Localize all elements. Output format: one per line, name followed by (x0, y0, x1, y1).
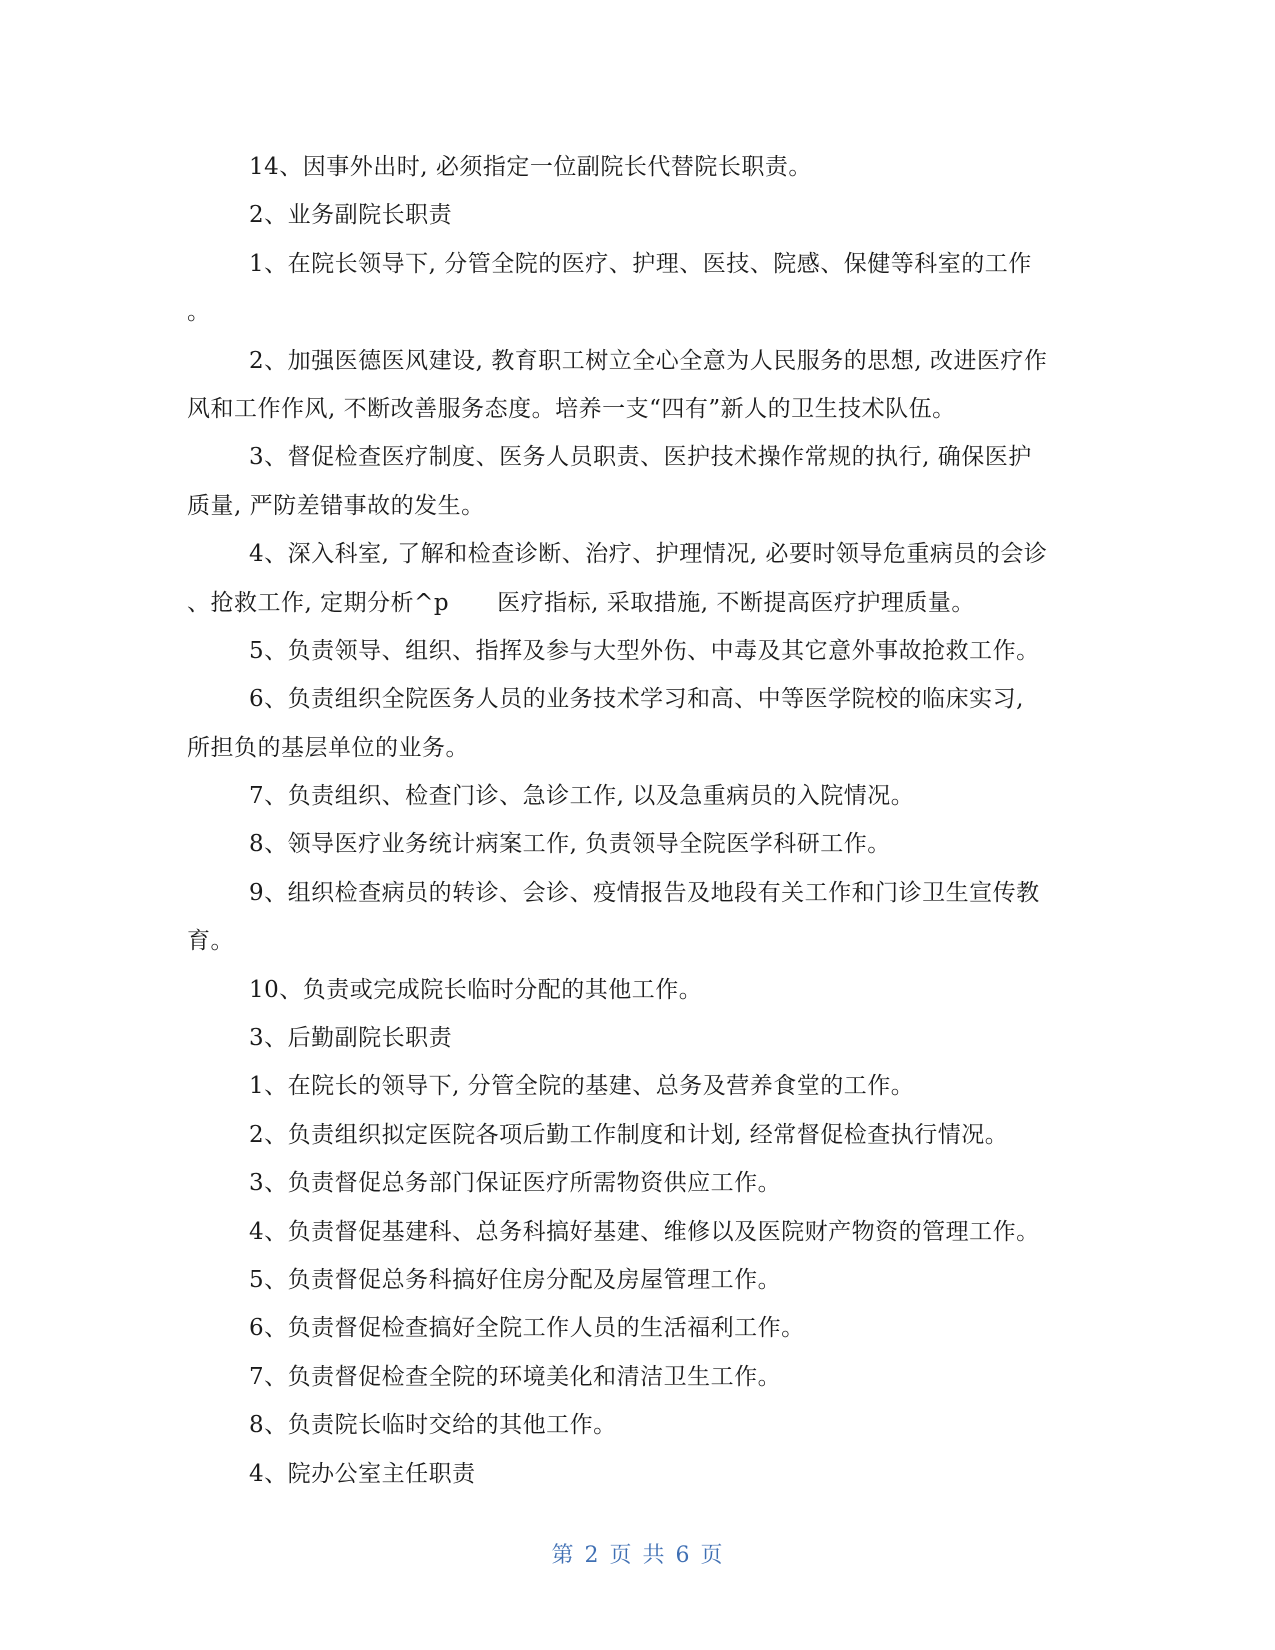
page-footer (0, 1538, 1275, 1569)
paragraph-line: 3、负责督促总务部门保证医疗所需物资供应工作。 (249, 1170, 782, 1197)
section-heading: 3、后勤副院长职责 (249, 1025, 453, 1052)
total-page-count: 6 (675, 1543, 691, 1568)
paragraph-line: 6、负责督促检查搞好全院工作人员的生活福利工作。 (249, 1315, 805, 1342)
document-body (187, 143, 1087, 1498)
footer-label-ye2: 页 (700, 1543, 724, 1568)
paragraph-line: 5、负责领导、组织、指挥及参与大型外伤、中毒及其它意外事故抢救工作。 (249, 637, 1040, 664)
paragraph-line: 9、组织检查病员的转诊、会诊、疫情报告及地段有关工作和门诊卫生宣传教 (249, 879, 1040, 906)
paragraph-line (187, 579, 1087, 627)
paragraph-line: 风和工作作风, 不断改善服务态度。培养一支“四有”新人的卫生技术队伍。 (187, 395, 956, 422)
paragraph-line: 4、负责督促基建科、总务科搞好基建、维修以及医院财产物资的管理工作。 (249, 1218, 1040, 1245)
paragraph-line: 2、负责组织拟定医院各项后勤工作制度和计划, 经常督促检查执行情况。 (249, 1121, 1009, 1148)
paragraph-line: 质量, 严防差错事故的发生。 (187, 492, 485, 519)
line-part: 、抢救工作, 定期分析^p (187, 589, 450, 616)
footer-label-page: 第 (551, 1543, 575, 1568)
paragraph-line: 2、加强医德医风建设, 教育职工树立全心全意为人民服务的思想, 改进医疗作 (249, 347, 1048, 374)
footer-label-ye: 页 (609, 1543, 633, 1568)
paragraph-line: 4、深入科室, 了解和检查诊断、治疗、护理情况, 必要时领导危重病员的会诊 (249, 541, 1048, 568)
paragraph-line: 所担负的基层单位的业务。 (187, 734, 469, 761)
section-heading: 4、院办公室主任职责 (249, 1460, 476, 1487)
section-heading: 2、业务副院长职责 (249, 202, 453, 229)
paragraph-line: 3、督促检查医疗制度、医务人员职责、医护技术操作常规的执行, 确保医护 (249, 444, 1032, 471)
paragraph-line: 14、因事外出时, 必须指定一位副院长代替院长职责。 (249, 154, 812, 180)
paragraph-line: 5、负责督促总务科搞好住房分配及房屋管理工作。 (249, 1266, 782, 1293)
footer-label-total: 共 (642, 1543, 666, 1568)
paragraph-line: 1、在院长的领导下, 分管全院的基建、总务及营养食堂的工作。 (249, 1073, 915, 1100)
paragraph-line: 育。 (187, 928, 234, 955)
paragraph-line: 10、负责或完成院长临时分配的其他工作。 (249, 976, 703, 1003)
paragraph-line: 8、领导医疗业务统计病案工作, 负责领导全院医学科研工作。 (249, 831, 891, 858)
paragraph-line: 。 (187, 299, 211, 326)
paragraph-line: 7、负责组织、检查门诊、急诊工作, 以及急重病员的入院情况。 (249, 783, 915, 810)
paragraph-line: 6、负责组织全院医务人员的业务技术学习和高、中等医学院校的临床实习, (249, 686, 1024, 713)
current-page-number: 2 (584, 1543, 600, 1568)
paragraph-line: 8、负责院长临时交给的其他工作。 (249, 1412, 617, 1439)
paragraph-line: 1、在院长领导下, 分管全院的医疗、护理、医技、院感、保健等科室的工作 (249, 250, 1032, 277)
paragraph-line: 7、负责督促检查全院的环境美化和清洁卫生工作。 (249, 1363, 782, 1390)
line-part: 医疗指标, 采取措施, 不断提高医疗护理质量。 (497, 589, 975, 616)
